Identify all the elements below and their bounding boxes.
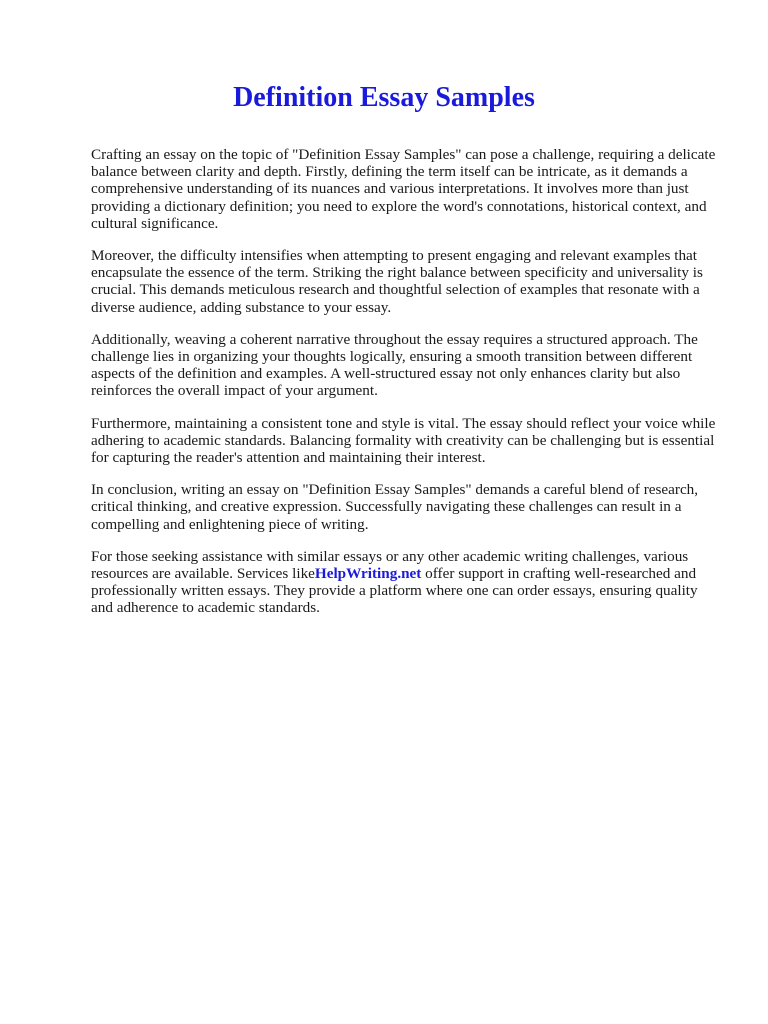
resources-text-before-link: For those seeking assistance with similar essays or any other academic writing challenges, various resources are available. Services like	[91, 547, 689, 583]
document-body	[91, 146, 721, 632]
paragraph-intro: Crafting an essay on the topic of "Definition Essay Samples" can pose a challenge, requiring a delicate balance between clarity and depth. Firstly, defining the term itself can be intricate, as it demands a comprehensive understanding of its nuances and various interpretations. It involves more than just providing a dictionary definition; you need to explore the word's connotations, historical context, and cultural significance.	[91, 146, 716, 232]
helpwriting-link[interactable]: HelpWriting.net	[314, 565, 422, 583]
paragraph-structure: Additionally, weaving a coherent narrative throughout the essay requires a structured approach. The challenge lies in organizing your thoughts logically, ensuring a smooth transition between different aspects of the definition and examples. A well-structured essay not only enhances clarity but also reinforces the overall impact of your argument.	[91, 330, 698, 400]
paragraph-resources	[91, 548, 721, 617]
paragraph-conclusion: In conclusion, writing an essay on "Definition Essay Samples" demands a careful blend of research, critical thinking, and creative expression. Successfully navigating these challenges can result in a compelling and enlightening piece of writing.	[91, 481, 699, 533]
document-title: Definition Essay Samples	[233, 82, 535, 113]
paragraph-examples: Moreover, the difficulty intensifies when attempting to present engaging and relevant examples that encapsulate the essence of the term. Striking the right balance between specificity and universality is crucial. This demands meticulous research and thoughtful selection of examples that resonate with a diverse audience, adding substance to your essay.	[91, 247, 703, 316]
resources-text-after-link: offer support in crafting well-researched and professionally written essays. They provide a platform where one can order essays, ensuring quality and adherence to academic standards.	[91, 565, 698, 617]
paragraph-tone: Furthermore, maintaining a consistent tone and style is vital. The essay should reflect your voice while adhering to academic standards. Balancing formality with creativity can be challenging but is essential for capturing the reader's attention and maintaining their interest.	[91, 414, 716, 467]
